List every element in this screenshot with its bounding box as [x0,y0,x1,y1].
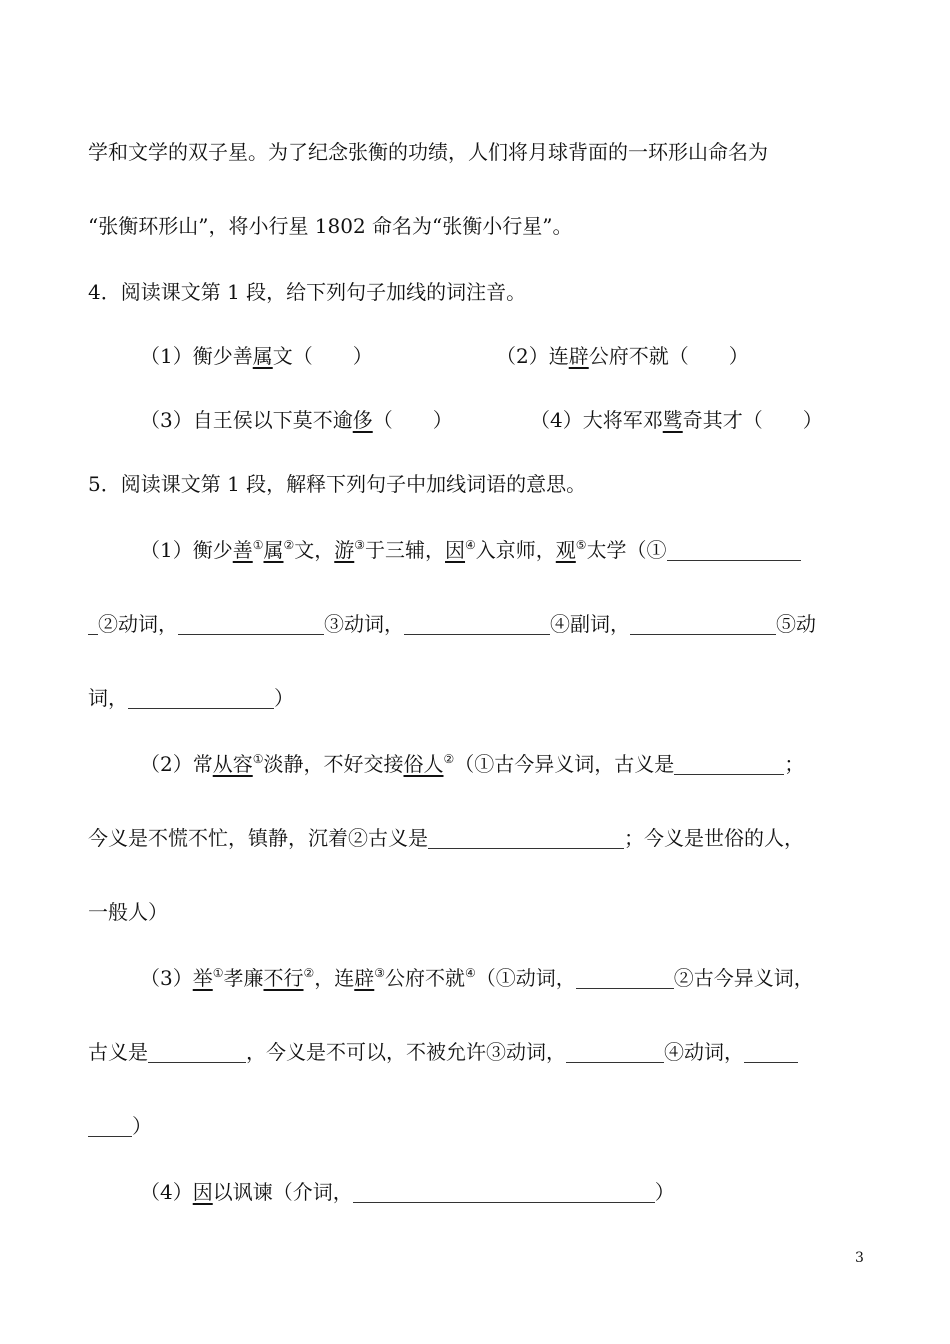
q5-sentence-3-line-1: （3）举①孝廉不行②，连辟③公府不就④（①动词， ②古今异义词， [140,966,814,990]
q5-sentence-3-line-2: 古义是 ，今义是不可以，不被允许③动词， ④动词， [88,1038,798,1066]
answer-blank[interactable] [630,614,776,635]
q5-sentence-1-line-2: ②动词， ③动词， ④副词， ⑤动 [88,610,816,638]
answer-blank[interactable] [128,688,274,709]
answer-blank[interactable] [148,1042,246,1063]
answer-blank[interactable] [566,1042,664,1063]
paragraph-line-2: “张衡环形山”，将小行星 1802 命名为“张衡小行星”。 [88,214,573,238]
answer-blank[interactable] [667,540,801,561]
answer-blank[interactable] [88,614,98,635]
q4-item-4: （4）大将军邓骘奇其才（ ） [530,408,823,432]
paragraph-line-1: 学和文学的双子星。为了纪念张衡的功绩，人们将月球背面的一环形山命名为 [88,140,768,164]
underlined-word: 辟 [568,344,589,368]
answer-blank[interactable] [428,828,624,849]
answer-blank[interactable] [576,968,674,989]
q5-sentence-4: （4）因以讽谏（介词， ） [140,1180,675,1204]
q5-sentence-1-line-1: （1）衡少善①属②文，游③于三辅，因④入京师，观⑤太学（① [140,536,801,564]
underlined-word: 侈 [352,408,373,432]
answer-blank[interactable] [88,1116,132,1137]
q5-sentence-2-line-3: 一般人） [88,900,168,924]
answer-blank[interactable] [353,1182,655,1203]
answer-blank[interactable] [744,1042,798,1063]
answer-blank[interactable] [404,614,550,635]
q4-item-3: （3）自王侯以下莫不逾侈（ ） [140,408,453,432]
q4-item-1: （1）衡少善属文（ ） [140,344,373,368]
answer-blank[interactable] [178,614,324,635]
q5-sentence-3-line-3: ） [88,1112,152,1140]
question-5-prompt: 5．阅读课文第 1 段，解释下列句子中加线词语的意思。 [88,472,587,496]
q5-sentence-2-line-1: （2）常从容①淡静，不好交接俗人②（①古今异义词，古义是 ； [140,752,805,776]
q5-sentence-2-line-2: 今义是不慌不忙，镇静，沉着②古义是 ；今义是世俗的人， [88,826,804,850]
page-number: 3 [855,1250,864,1266]
underlined-word: 骘 [662,408,683,432]
q4-item-2: （2）连辟公府不就（ ） [496,344,749,368]
q5-sentence-1-line-3: 词， ） [88,686,294,710]
question-4-prompt: 4．阅读课文第 1 段，给下列句子加线的词注音。 [88,280,527,304]
underlined-word: 属 [252,344,273,368]
answer-blank[interactable] [674,754,784,775]
